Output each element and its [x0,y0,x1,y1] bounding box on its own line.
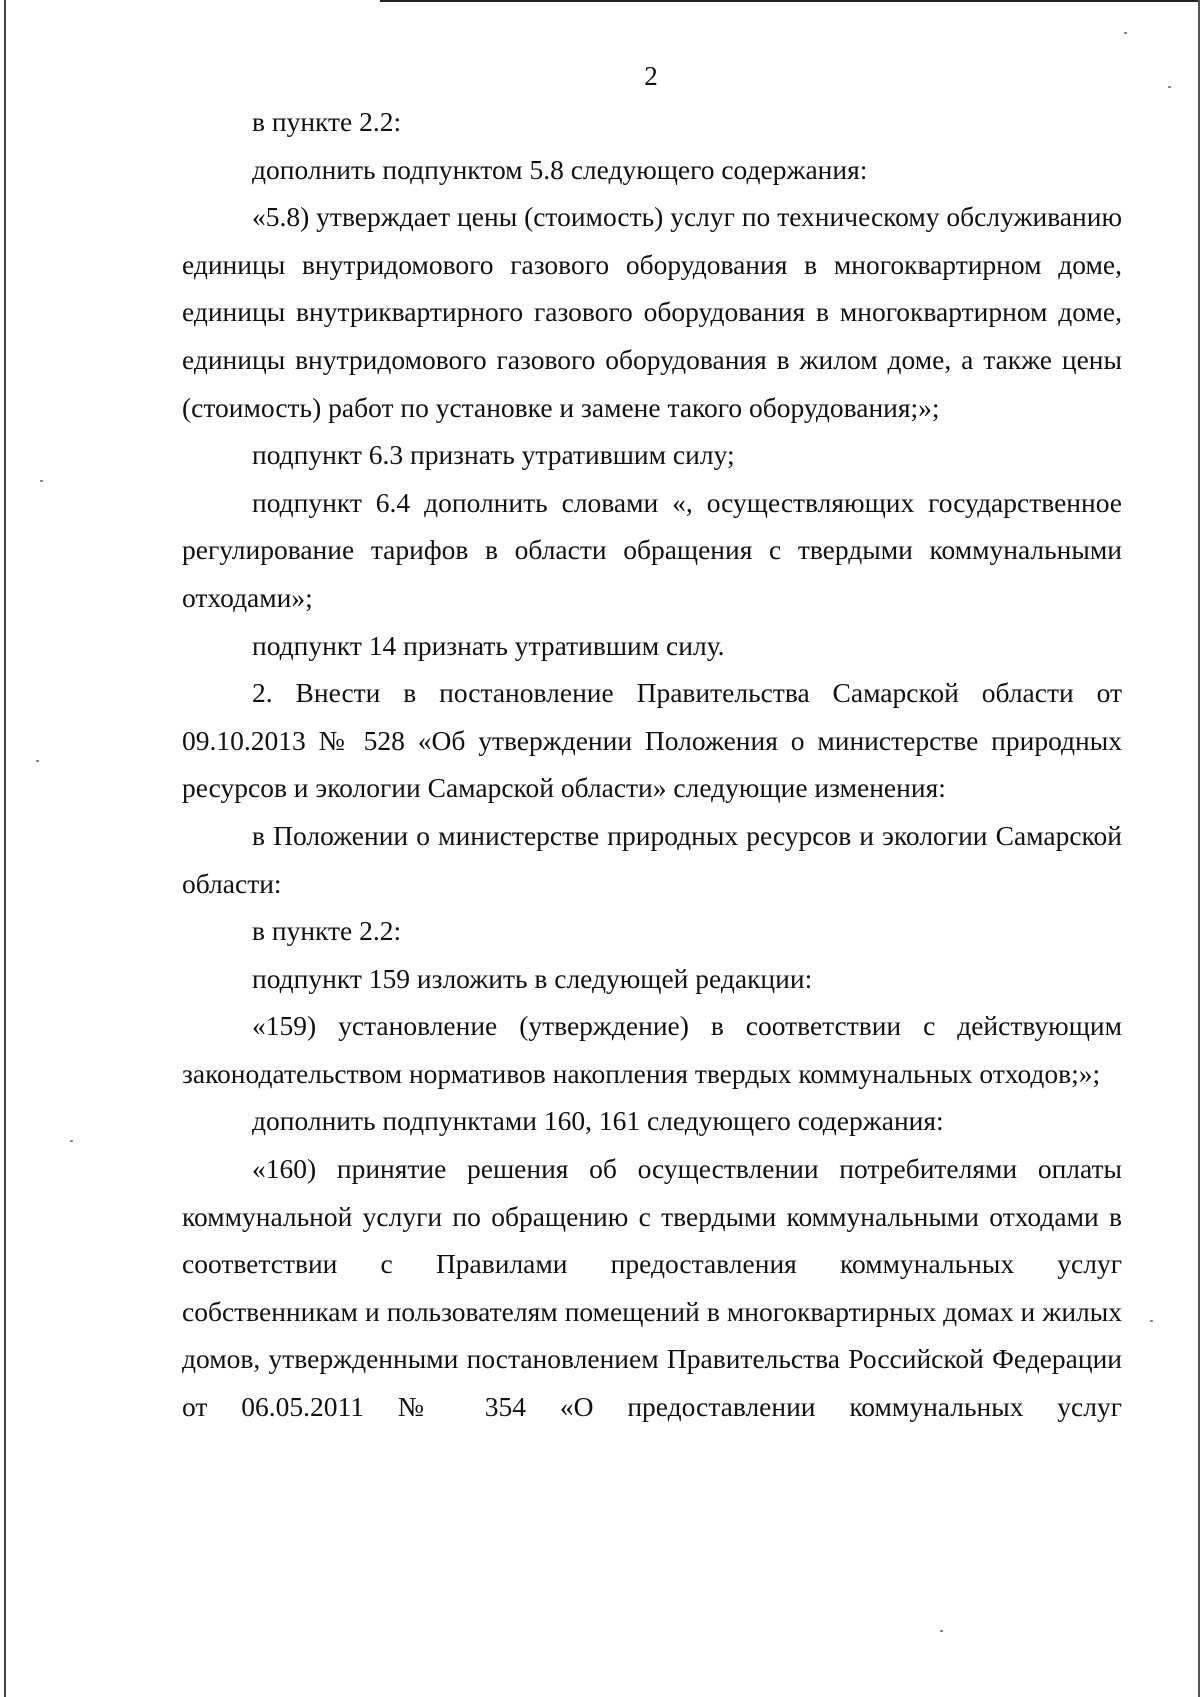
paragraph: «159) установление (утверждение) в соответствии с действующим законодательством нормативов накопления твердых коммунальных отходов;»; [182,1010,1122,1089]
scan-speck [1124,32,1127,34]
paragraph: дополнить подпунктом 5.8 следующего содержания: [252,153,868,185]
scan-speck [70,1140,73,1142]
scan-speck [36,760,39,762]
paragraph: «160) принятие решения об осуществлении потребителями оплаты коммунальной услуги по обращению с твердыми коммунальными отходами в соответствии с Правилами предоставления коммунальных услуг собственникам и пользователям помещений в многоквартирных домах и жилых домов, утвержденными постановлением Правительства Российской Федерации от 06.05.2011 № 354 «О предоставлении коммунальных услуг [182,1153,1122,1423]
scan-speck [940,1630,943,1632]
paragraph: «5.8) утверждает цены (стоимость) услуг по техническому обслуживанию единицы внутридомового газового оборудования в многоквартирном доме, единицы внутриквартирного газового оборудования в многоквартирном доме, единицы внутридомового газового оборудования в жилом доме, а также цены (стоимость) работ по установке и замене такого оборудования;»; [182,201,1122,423]
paragraph: в пункте 2.2: [252,106,402,137]
paragraph: в Положении о министерстве природных ресурсов и экологии Самарской области: [182,819,1122,899]
paragraph: дополнить подпунктами 160, 161 следующего содержания: [252,1105,944,1137]
scan-edge-top [380,0,1200,2]
scan-edge-left [4,0,6,1697]
page-number: 2 [644,61,658,91]
scan-speck [40,480,43,482]
paragraph: подпункт 6.3 признать утратившим силу; [252,439,735,471]
document-body [182,98,1122,1431]
paragraph: подпункт 159 изложить в следующей редакции: [252,962,813,994]
paragraph: 2. Внести в постановление Правительства Самарской области от 09.10.2013 № 528 «Об утверждении Положения о министерстве природных ресурсов и экологии Самарской области» следующие изменения: [182,677,1122,804]
paragraph: в пункте 2.2: [252,915,402,947]
paragraph: подпункт 14 признать утратившим силу. [252,629,725,661]
paragraph: подпункт 6.4 дополнить словами «, осуществляющих государственное регулирование тарифов в области обращения с твердыми коммунальными отходами»; [182,486,1122,613]
scan-speck [1150,1320,1153,1322]
